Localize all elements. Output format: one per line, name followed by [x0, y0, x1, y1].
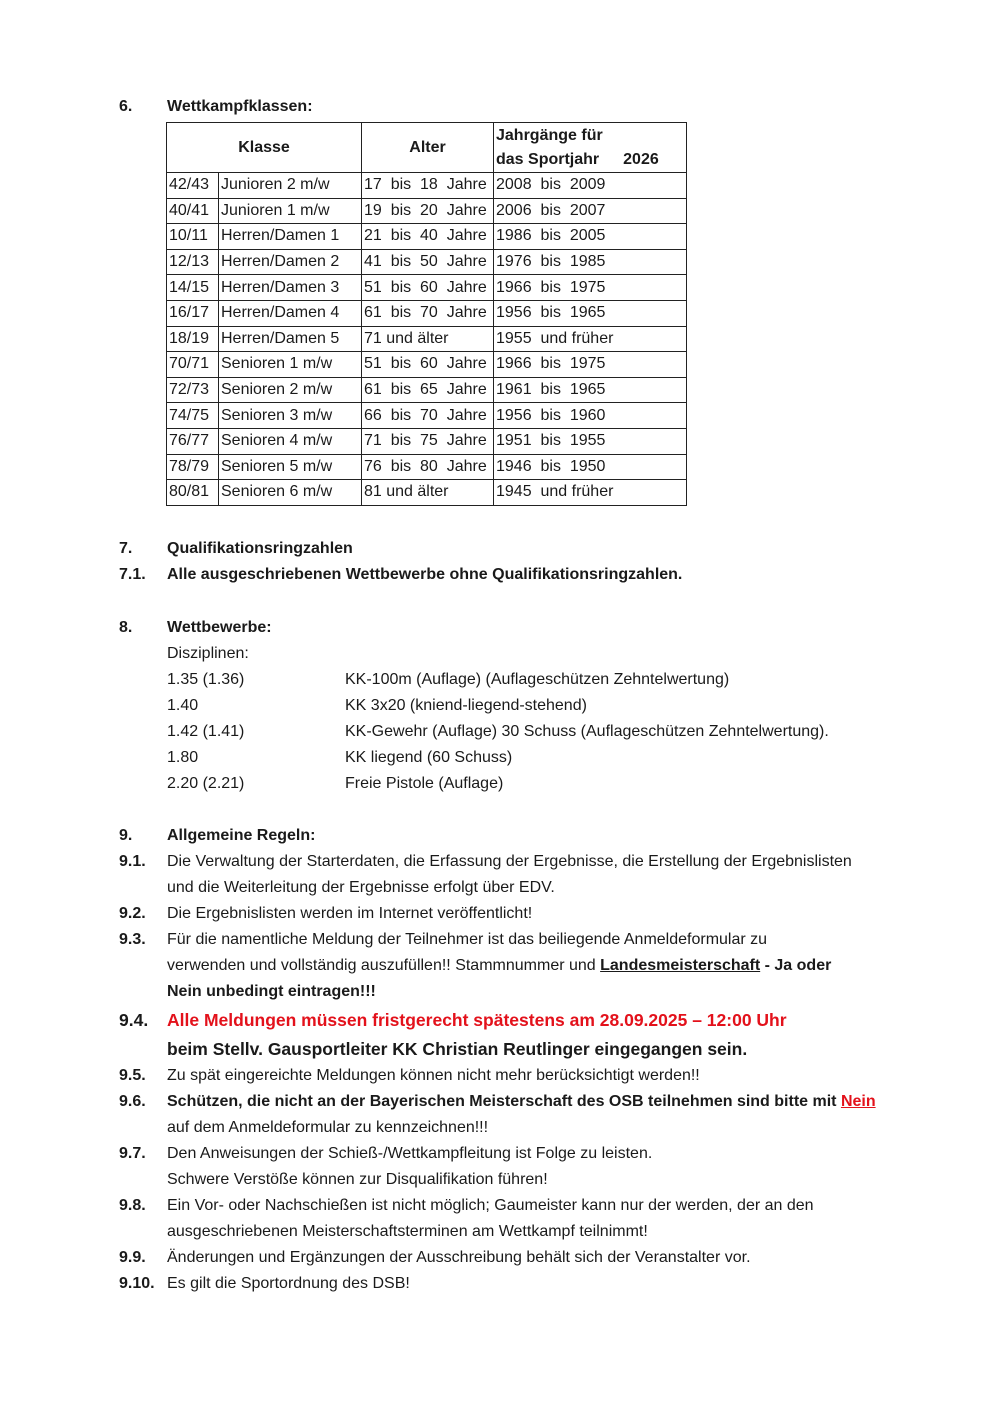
rule-number: 9.4.	[119, 1010, 149, 1030]
table-row	[167, 173, 687, 199]
discipline-code: 2.20 (2.21)	[167, 775, 245, 792]
discipline-name: KK 3x20 (kniend-liegend-stehend)	[345, 697, 587, 714]
class-age-range: 51 bis 60 Jahre	[362, 352, 494, 378]
discipline-name: KK-100m (Auflage) (Auflageschützen Zehntelwertung)	[345, 671, 730, 688]
class-code: 12/13	[167, 249, 219, 275]
discipline-code: 1.40	[167, 697, 199, 714]
section-title-qualifikation: Qualifikationsringzahlen	[167, 540, 353, 557]
qualifikation-text: Alle ausgeschriebenen Wettbewerbe ohne Qualifikationsringzahlen.	[167, 566, 683, 583]
class-name: Senioren 4 m/w	[219, 428, 362, 454]
class-age-range: 76 bis 80 Jahre	[362, 454, 494, 480]
class-age-range: 41 bis 50 Jahre	[362, 249, 494, 275]
header-klasse: Klasse	[167, 123, 362, 173]
table-row	[167, 224, 687, 250]
class-code: 42/43	[167, 173, 219, 199]
class-code: 70/71	[167, 352, 219, 378]
class-birth-years: 1956 bis 1960	[494, 403, 687, 429]
rule-9-8-line1: Ein Vor- oder Nachschießen ist nicht möglich; Gaumeister kann nur der werden, der an den	[167, 1197, 814, 1214]
rule-9-6-line1	[167, 1093, 876, 1111]
class-name: Herren/Damen 1	[219, 224, 362, 250]
class-age-range: 61 bis 70 Jahre	[362, 300, 494, 326]
class-birth-years: 1955 und früher	[494, 326, 687, 352]
discipline-name: KK-Gewehr (Auflage) 30 Schuss (Auflageschützen Zehntelwertung).	[345, 723, 829, 740]
section-title-allgemeine-regeln: Allgemeine Regeln:	[167, 827, 316, 844]
table-row	[167, 249, 687, 275]
class-age-range: 66 bis 70 Jahre	[362, 403, 494, 429]
ja-oder-emphasis: - Ja oder	[760, 957, 832, 974]
class-birth-years: 1945 und früher	[494, 480, 687, 506]
section-number: 6.	[119, 98, 133, 115]
class-code: 16/17	[167, 300, 219, 326]
class-name: Herren/Damen 2	[219, 249, 362, 275]
header-sportjahr-label: das Sportjahr	[496, 150, 600, 168]
class-birth-years: 1976 bis 1985	[494, 249, 687, 275]
class-name: Herren/Damen 5	[219, 326, 362, 352]
discipline-code: 1.42 (1.41)	[167, 723, 245, 740]
class-code: 10/11	[167, 224, 219, 250]
deadline-recipient: beim Stellv. Gausportleiter KK Christian Reutlinger eingegangen sein.	[167, 1039, 748, 1059]
header-sportjahr-value: 2026	[623, 150, 659, 168]
class-birth-years: 1946 bis 1950	[494, 454, 687, 480]
class-birth-years: 1966 bis 1975	[494, 275, 687, 301]
disziplinen-label: Disziplinen:	[167, 645, 249, 662]
rule-number: 9.8.	[119, 1197, 146, 1214]
class-age-range: 71 bis 75 Jahre	[362, 428, 494, 454]
landesmeisterschaft-emphasis: Landesmeisterschaft	[600, 957, 761, 974]
rule-9-9-line1: Änderungen und Ergänzungen der Ausschreibung behält sich der Veranstalter vor.	[167, 1249, 751, 1266]
rule-9-5-line1: Zu spät eingereichte Meldungen können nicht mehr berücksichtigt werden!!	[167, 1067, 700, 1084]
class-birth-years: 2008 bis 2009	[494, 173, 687, 199]
section-number: 8.	[119, 619, 133, 636]
rule-number: 9.3.	[119, 931, 146, 948]
item-number: 7.1.	[119, 566, 146, 583]
class-birth-years: 1961 bis 1965	[494, 377, 687, 403]
table-row	[167, 454, 687, 480]
class-name: Senioren 5 m/w	[219, 454, 362, 480]
table-row	[167, 300, 687, 326]
class-age-range: 19 bis 20 Jahre	[362, 198, 494, 224]
section-title-wettkampfklassen: Wettkampfklassen:	[167, 98, 313, 115]
class-code: 18/19	[167, 326, 219, 352]
rule-9-3-line1: Für die namentliche Meldung der Teilnehmer ist das beiliegende Anmeldeformular zu	[167, 931, 768, 948]
class-name: Senioren 6 m/w	[219, 480, 362, 506]
rule-9-2-line1: Die Ergebnislisten werden im Internet veröffentlicht!	[167, 905, 533, 922]
rule-number: 9.6.	[119, 1093, 146, 1110]
section-number: 9.	[119, 827, 133, 844]
class-name: Herren/Damen 3	[219, 275, 362, 301]
table-header-row	[167, 123, 687, 173]
class-name: Junioren 2 m/w	[219, 173, 362, 199]
class-age-range: 17 bis 18 Jahre	[362, 173, 494, 199]
table-row	[167, 275, 687, 301]
class-name: Senioren 1 m/w	[219, 352, 362, 378]
discipline-code: 1.35 (1.36)	[167, 671, 245, 688]
class-birth-years: 2006 bis 2007	[494, 198, 687, 224]
table-row	[167, 480, 687, 506]
header-jahrgaenge-line2	[496, 148, 684, 172]
section-number: 7.	[119, 540, 133, 557]
rule-number: 9.9.	[119, 1249, 146, 1266]
header-jahrgaenge-line1: Jahrgänge für	[496, 126, 603, 144]
class-birth-years: 1966 bis 1975	[494, 352, 687, 378]
class-code: 78/79	[167, 454, 219, 480]
rule-9-6-line2: auf dem Anmeldeformular zu kennzeichnen!!!	[167, 1119, 489, 1136]
rule-9-1-line2: und die Weiterleitung der Ergebnisse erfolgt über EDV.	[167, 879, 555, 896]
rule-9-7-line1: Den Anweisungen der Schieß-/Wettkampfleitung ist Folge zu leisten.	[167, 1145, 653, 1162]
class-code: 40/41	[167, 198, 219, 224]
class-birth-years: 1951 bis 1955	[494, 428, 687, 454]
class-age-range: 51 bis 60 Jahre	[362, 275, 494, 301]
class-name: Senioren 2 m/w	[219, 377, 362, 403]
table-row	[167, 198, 687, 224]
class-birth-years: 1986 bis 2005	[494, 224, 687, 250]
class-code: 74/75	[167, 403, 219, 429]
class-code: 72/73	[167, 377, 219, 403]
rule-9-8-line2: ausgeschriebenen Meisterschaftsterminen am Wettkampf teilnimmt!	[167, 1223, 648, 1240]
table-row	[167, 403, 687, 429]
class-age-range: 81 und älter	[362, 480, 494, 506]
rule-9-10-line1: Es gilt die Sportordnung des DSB!	[167, 1275, 410, 1292]
rule-number: 9.7.	[119, 1145, 146, 1162]
class-name: Herren/Damen 4	[219, 300, 362, 326]
header-alter: Alter	[362, 123, 494, 173]
section-title-wettbewerbe: Wettbewerbe:	[167, 619, 272, 636]
table-row	[167, 377, 687, 403]
table-row	[167, 428, 687, 454]
class-age-range: 61 bis 65 Jahre	[362, 377, 494, 403]
rule-9-3-line3: Nein unbedingt eintragen!!!	[167, 983, 376, 1000]
rule-9-3-line2	[167, 957, 831, 975]
rule-number: 9.2.	[119, 905, 146, 922]
class-age-range: 71 und älter	[362, 326, 494, 352]
class-code: 80/81	[167, 480, 219, 506]
rule-9-3-text: verwenden und vollständig auszufüllen!! Stammnummer und	[167, 957, 601, 974]
class-code: 14/15	[167, 275, 219, 301]
wettkampfklassen-table	[166, 122, 687, 506]
rule-9-1-line1: Die Verwaltung der Starterdaten, die Erfassung der Ergebnisse, die Erstellung der Ergebnislisten	[167, 853, 852, 870]
table-row	[167, 326, 687, 352]
rule-9-6-text: Schützen, die nicht an der Bayerischen Meisterschaft des OSB teilnehmen sind bitte mit	[167, 1093, 841, 1110]
nein-emphasis: Nein	[840, 1093, 876, 1110]
class-age-range: 21 bis 40 Jahre	[362, 224, 494, 250]
discipline-name: Freie Pistole (Auflage)	[345, 775, 504, 792]
class-code: 76/77	[167, 428, 219, 454]
rule-number: 9.1.	[119, 853, 146, 870]
class-name: Senioren 3 m/w	[219, 403, 362, 429]
discipline-name: KK liegend (60 Schuss)	[345, 749, 513, 766]
class-name: Junioren 1 m/w	[219, 198, 362, 224]
rule-number: 9.5.	[119, 1067, 146, 1084]
discipline-code: 1.80	[167, 749, 199, 766]
table-row	[167, 352, 687, 378]
rule-number: 9.10.	[119, 1275, 155, 1292]
class-birth-years: 1956 bis 1965	[494, 300, 687, 326]
header-jahrgaenge	[494, 123, 687, 173]
deadline-notice: Alle Meldungen müssen fristgerecht spätestens am 28.09.2025 – 12:00 Uhr	[167, 1010, 787, 1030]
rule-9-7-line2: Schwere Verstöße können zur Disqualifikation führen!	[167, 1171, 548, 1188]
